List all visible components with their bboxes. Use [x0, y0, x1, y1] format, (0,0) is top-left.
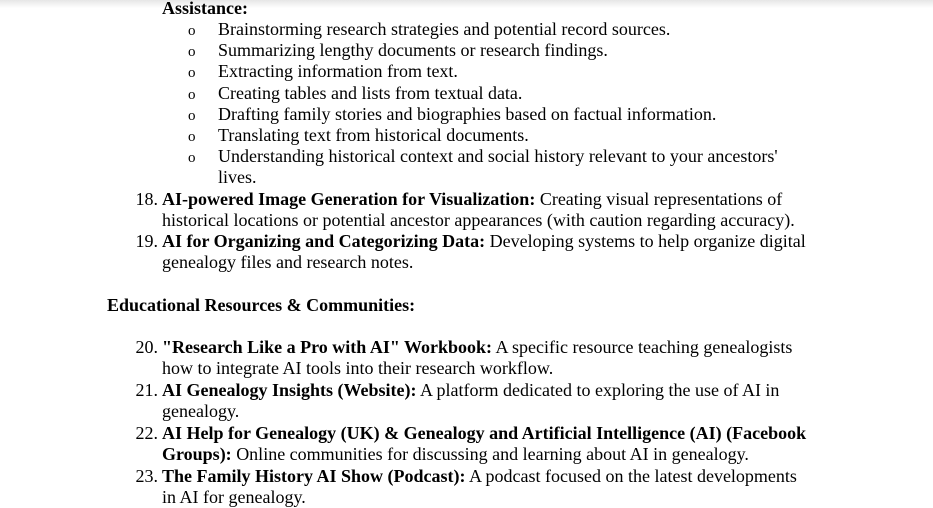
list-item-title: AI Help for Genealogy (UK) & Genealogy and Artificial Intelligence (AI) (Facebook — [162, 423, 807, 443]
bullet-marker: o — [188, 23, 196, 39]
bullet-marker: o — [188, 129, 196, 145]
list-item-line — [162, 189, 782, 210]
bullet-marker: o — [188, 65, 196, 81]
bullet-item: Brainstorming research strategies and potential record sources. — [218, 19, 671, 39]
list-item-line — [162, 466, 797, 487]
list-item-title: AI for Organizing and Categorizing Data: — [162, 231, 486, 251]
bullet-item: Extracting information from text. — [218, 61, 458, 81]
bullet-item: Summarizing lengthy documents or research findings. — [218, 40, 608, 60]
section-heading: Educational Resources & Communities: — [107, 295, 416, 315]
list-number: 22. — [135, 423, 158, 443]
list-item-continuation — [162, 444, 749, 465]
list-item-title: AI Genealogy Insights (Website): — [162, 380, 417, 400]
assistance-heading: Assistance: — [162, 0, 248, 18]
bullet-item: Drafting family stories and biographies based on factual information. — [218, 104, 717, 124]
list-item-line — [162, 337, 792, 358]
list-item-title: "Research Like a Pro with AI" Workbook: — [162, 337, 493, 357]
bullet-marker: o — [188, 150, 196, 166]
list-item-text: Creating visual representations of — [535, 189, 783, 209]
list-item-continuation: historical locations or potential ancestor appearances (with caution regarding accuracy). — [162, 210, 795, 230]
bullet-marker: o — [188, 44, 196, 60]
list-item-text: Developing systems to help organize digital — [485, 231, 806, 251]
bullet-item: Creating tables and lists from textual data. — [218, 83, 523, 103]
list-item-line — [162, 380, 779, 401]
list-item-line — [162, 423, 806, 444]
list-item-continuation: genealogy. — [162, 401, 240, 421]
list-number: 20. — [135, 337, 158, 357]
list-item-continuation: how to integrate AI tools into their research workflow. — [162, 358, 554, 378]
bullet-item: Translating text from historical documents. — [218, 125, 529, 145]
list-number: 18. — [135, 189, 158, 209]
list-item-text: Online communities for discussing and learning about AI in genealogy. — [231, 444, 749, 464]
bullet-item-continuation: lives. — [218, 167, 257, 187]
list-item-continuation: genealogy files and research notes. — [162, 252, 414, 272]
bullet-item: Understanding historical context and social history relevant to your ancestors' — [218, 146, 778, 166]
list-item-text: A platform dedicated to exploring the use of AI in — [416, 380, 780, 400]
list-number: 21. — [135, 380, 158, 400]
list-item-title-continuation: Groups): — [162, 444, 232, 464]
list-item-continuation: in AI for genealogy. — [162, 487, 306, 507]
bullet-marker: o — [188, 108, 196, 124]
list-number: 23. — [135, 466, 158, 486]
list-item-title: The Family History AI Show (Podcast): — [162, 466, 466, 486]
list-number: 19. — [135, 231, 158, 251]
list-item-title: AI-powered Image Generation for Visualization: — [162, 189, 536, 209]
bullet-marker: o — [188, 87, 196, 103]
list-item-text: A podcast focused on the latest developments — [465, 466, 797, 486]
list-item-text: A specific resource teaching genealogists — [492, 337, 793, 357]
list-item-line — [162, 231, 806, 252]
